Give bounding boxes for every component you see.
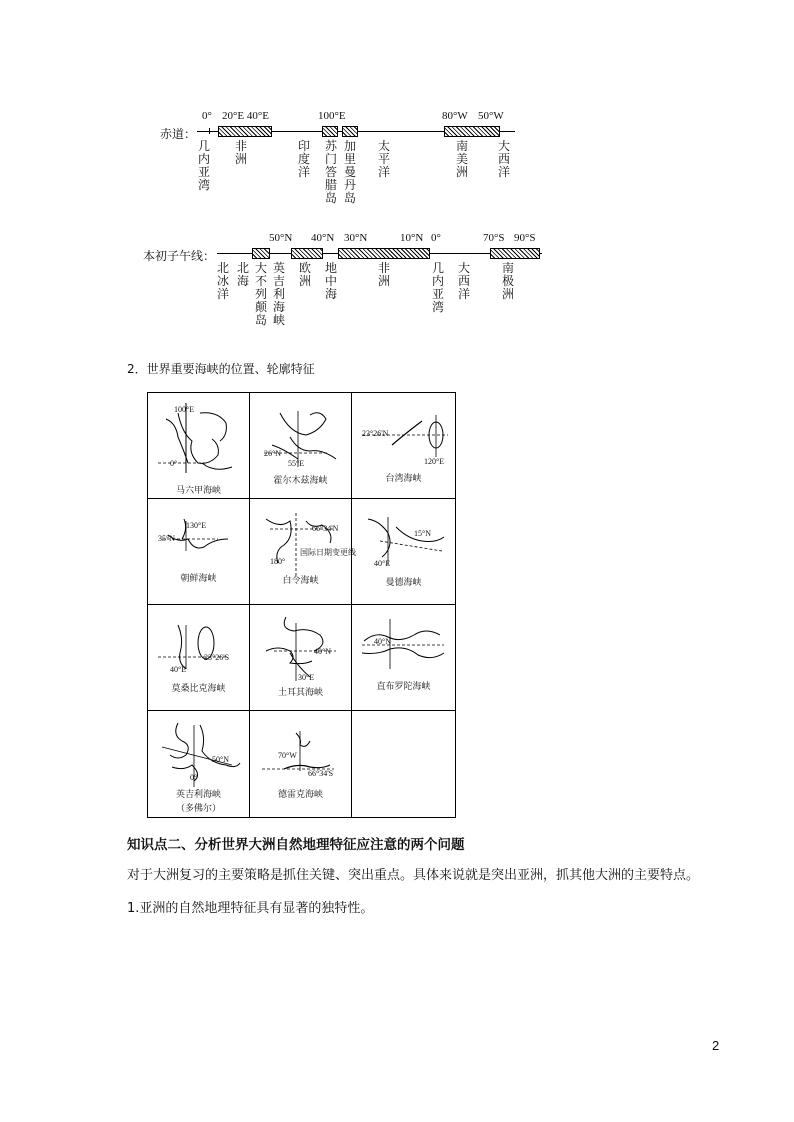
- place-label: 北冰洋: [216, 261, 229, 301]
- place-label: 英吉利海峡: [272, 261, 285, 327]
- strait-label: 66°34'S: [308, 769, 334, 778]
- sumatra-bar: [322, 126, 338, 137]
- strait-label: 40°E: [374, 559, 391, 568]
- place-label: 大西洋: [497, 139, 510, 179]
- strait-map: [148, 605, 250, 711]
- strait-label: 23°26'S: [204, 653, 230, 662]
- strait-label: 0°: [170, 459, 178, 468]
- strait-map: [352, 605, 455, 711]
- section-heading: 2．世界重要海峡的位置、轮廓特征: [127, 362, 315, 376]
- paragraph: 对于大洲复习的主要策略是抓住关键、突出重点。具体来说就是突出亚洲，抓其他大洲的主要特点。: [127, 868, 700, 883]
- degree-10n: 10°N: [400, 232, 424, 244]
- strait-caption: 霍尔木兹海峡: [273, 476, 328, 486]
- strait-label: 66°34'N: [312, 524, 339, 533]
- strait-caption: 白令海峡: [282, 576, 319, 586]
- strait-cell-korea: [148, 499, 250, 605]
- strait-label: 国际日期变更线: [300, 548, 356, 557]
- strait-label: 15°N: [414, 529, 431, 538]
- africa-bar: [218, 126, 272, 137]
- point-1: 1.亚洲的自然地理特征具有显著的独特性。: [127, 901, 374, 916]
- place-label: 非洲: [234, 139, 247, 166]
- strait-caption: 直布罗陀海峡: [376, 682, 431, 692]
- strait-caption: 莫桑比克海峡: [171, 684, 226, 694]
- africa-bar: [338, 248, 430, 259]
- strait-caption: 英吉利海峡: [175, 790, 221, 800]
- strait-label: 26°N: [264, 449, 281, 458]
- europe-bar: [291, 248, 323, 259]
- degree-0: 0°: [431, 232, 441, 244]
- borneo-bar: [342, 126, 358, 137]
- antarctica-bar: [490, 248, 540, 259]
- strait-caption: 土耳其海峡: [277, 688, 323, 698]
- strait-cell-gibraltar: [352, 605, 455, 711]
- south-america-bar: [444, 126, 500, 137]
- place-label: 苏门答腊岛: [324, 139, 337, 205]
- strait-caption: 曼德海峡: [385, 578, 422, 588]
- empty-cell: [352, 711, 455, 817]
- place-label: 印度洋: [297, 139, 310, 179]
- degree-80w: 80°W: [442, 110, 468, 122]
- strait-label: 0°: [190, 773, 198, 782]
- place-label: 非洲: [377, 261, 390, 288]
- strait-caption: 德雷克海峡: [277, 790, 323, 800]
- place-label: 大不列颠岛: [254, 261, 267, 327]
- degree-30n: 30°N: [344, 232, 368, 244]
- page-number: 2: [712, 1038, 720, 1053]
- strait-map: [352, 499, 455, 605]
- degree-100e: 100°E: [318, 110, 346, 122]
- strait-label: 40°N: [314, 647, 331, 656]
- strait-map: [250, 711, 352, 817]
- strait-label: 30°E: [298, 673, 315, 682]
- place-label: 几内亚湾: [431, 261, 444, 314]
- tick: [209, 128, 210, 134]
- strait-label: 50°N: [212, 755, 229, 764]
- place-label: 几内亚湾: [197, 139, 210, 192]
- straits-grid: [147, 392, 456, 818]
- degree-20e-40e: 20°E 40°E: [222, 110, 269, 122]
- place-label: 欧洲: [298, 261, 311, 288]
- strait-cell-mozambique: [148, 605, 250, 711]
- strait-label: 130°E: [186, 521, 207, 530]
- strait-label: 100°E: [174, 405, 195, 414]
- degree-40n: 40°N: [311, 232, 335, 244]
- place-label: 加里曼丹岛: [343, 139, 356, 205]
- place-label: 南美洲: [455, 139, 468, 179]
- degree-50w: 50°W: [478, 110, 504, 122]
- strait-label: 70°W: [278, 751, 297, 760]
- degree-50n: 50°N: [269, 232, 293, 244]
- strait-caption: 台湾海峡: [385, 474, 422, 484]
- strait-label: 55°E: [288, 459, 305, 468]
- strait-label: 40°E: [170, 665, 187, 674]
- strait-label: 40°N: [374, 637, 391, 646]
- strait-caption: 朝鲜海峡: [180, 574, 217, 584]
- degree-90s: 90°S: [514, 232, 536, 244]
- equator-axis-label: 赤道：: [160, 127, 197, 141]
- strait-cell-taiwan: [352, 393, 455, 499]
- strait-cell-turkish: [250, 605, 352, 711]
- knowledge-heading: 知识点二、分析世界大洲自然地理特征应注意的两个问题: [127, 837, 465, 853]
- strait-cell-drake: [250, 711, 352, 817]
- strait-label: 35°N: [158, 534, 175, 543]
- strait-cell-english: [148, 711, 250, 817]
- place-label: 南极洲: [501, 261, 514, 301]
- strait-map: [148, 499, 250, 605]
- britain-bar: [252, 248, 270, 259]
- strait-cell-hormuz: [250, 393, 352, 499]
- strait-caption: 马六甲海峡: [175, 486, 221, 496]
- meridian-axis-label: 本初子午线：: [143, 249, 216, 263]
- strait-label: 180°: [270, 557, 286, 566]
- strait-label: 120°E: [424, 457, 445, 466]
- strait-subcaption: （多佛尔）: [175, 804, 221, 814]
- degree-70s: 70°S: [483, 232, 505, 244]
- place-label: 太平洋: [377, 139, 390, 179]
- degree-0: 0°: [202, 110, 212, 122]
- place-label: 大西洋: [457, 261, 470, 301]
- strait-cell-bering: [250, 499, 356, 605]
- strait-label: 23°26'N: [362, 429, 389, 438]
- place-label: 地中海: [324, 261, 337, 301]
- place-label: 北海: [236, 261, 249, 288]
- strait-cell-malacca: [148, 393, 250, 499]
- strait-cell-mandeb: [352, 499, 455, 605]
